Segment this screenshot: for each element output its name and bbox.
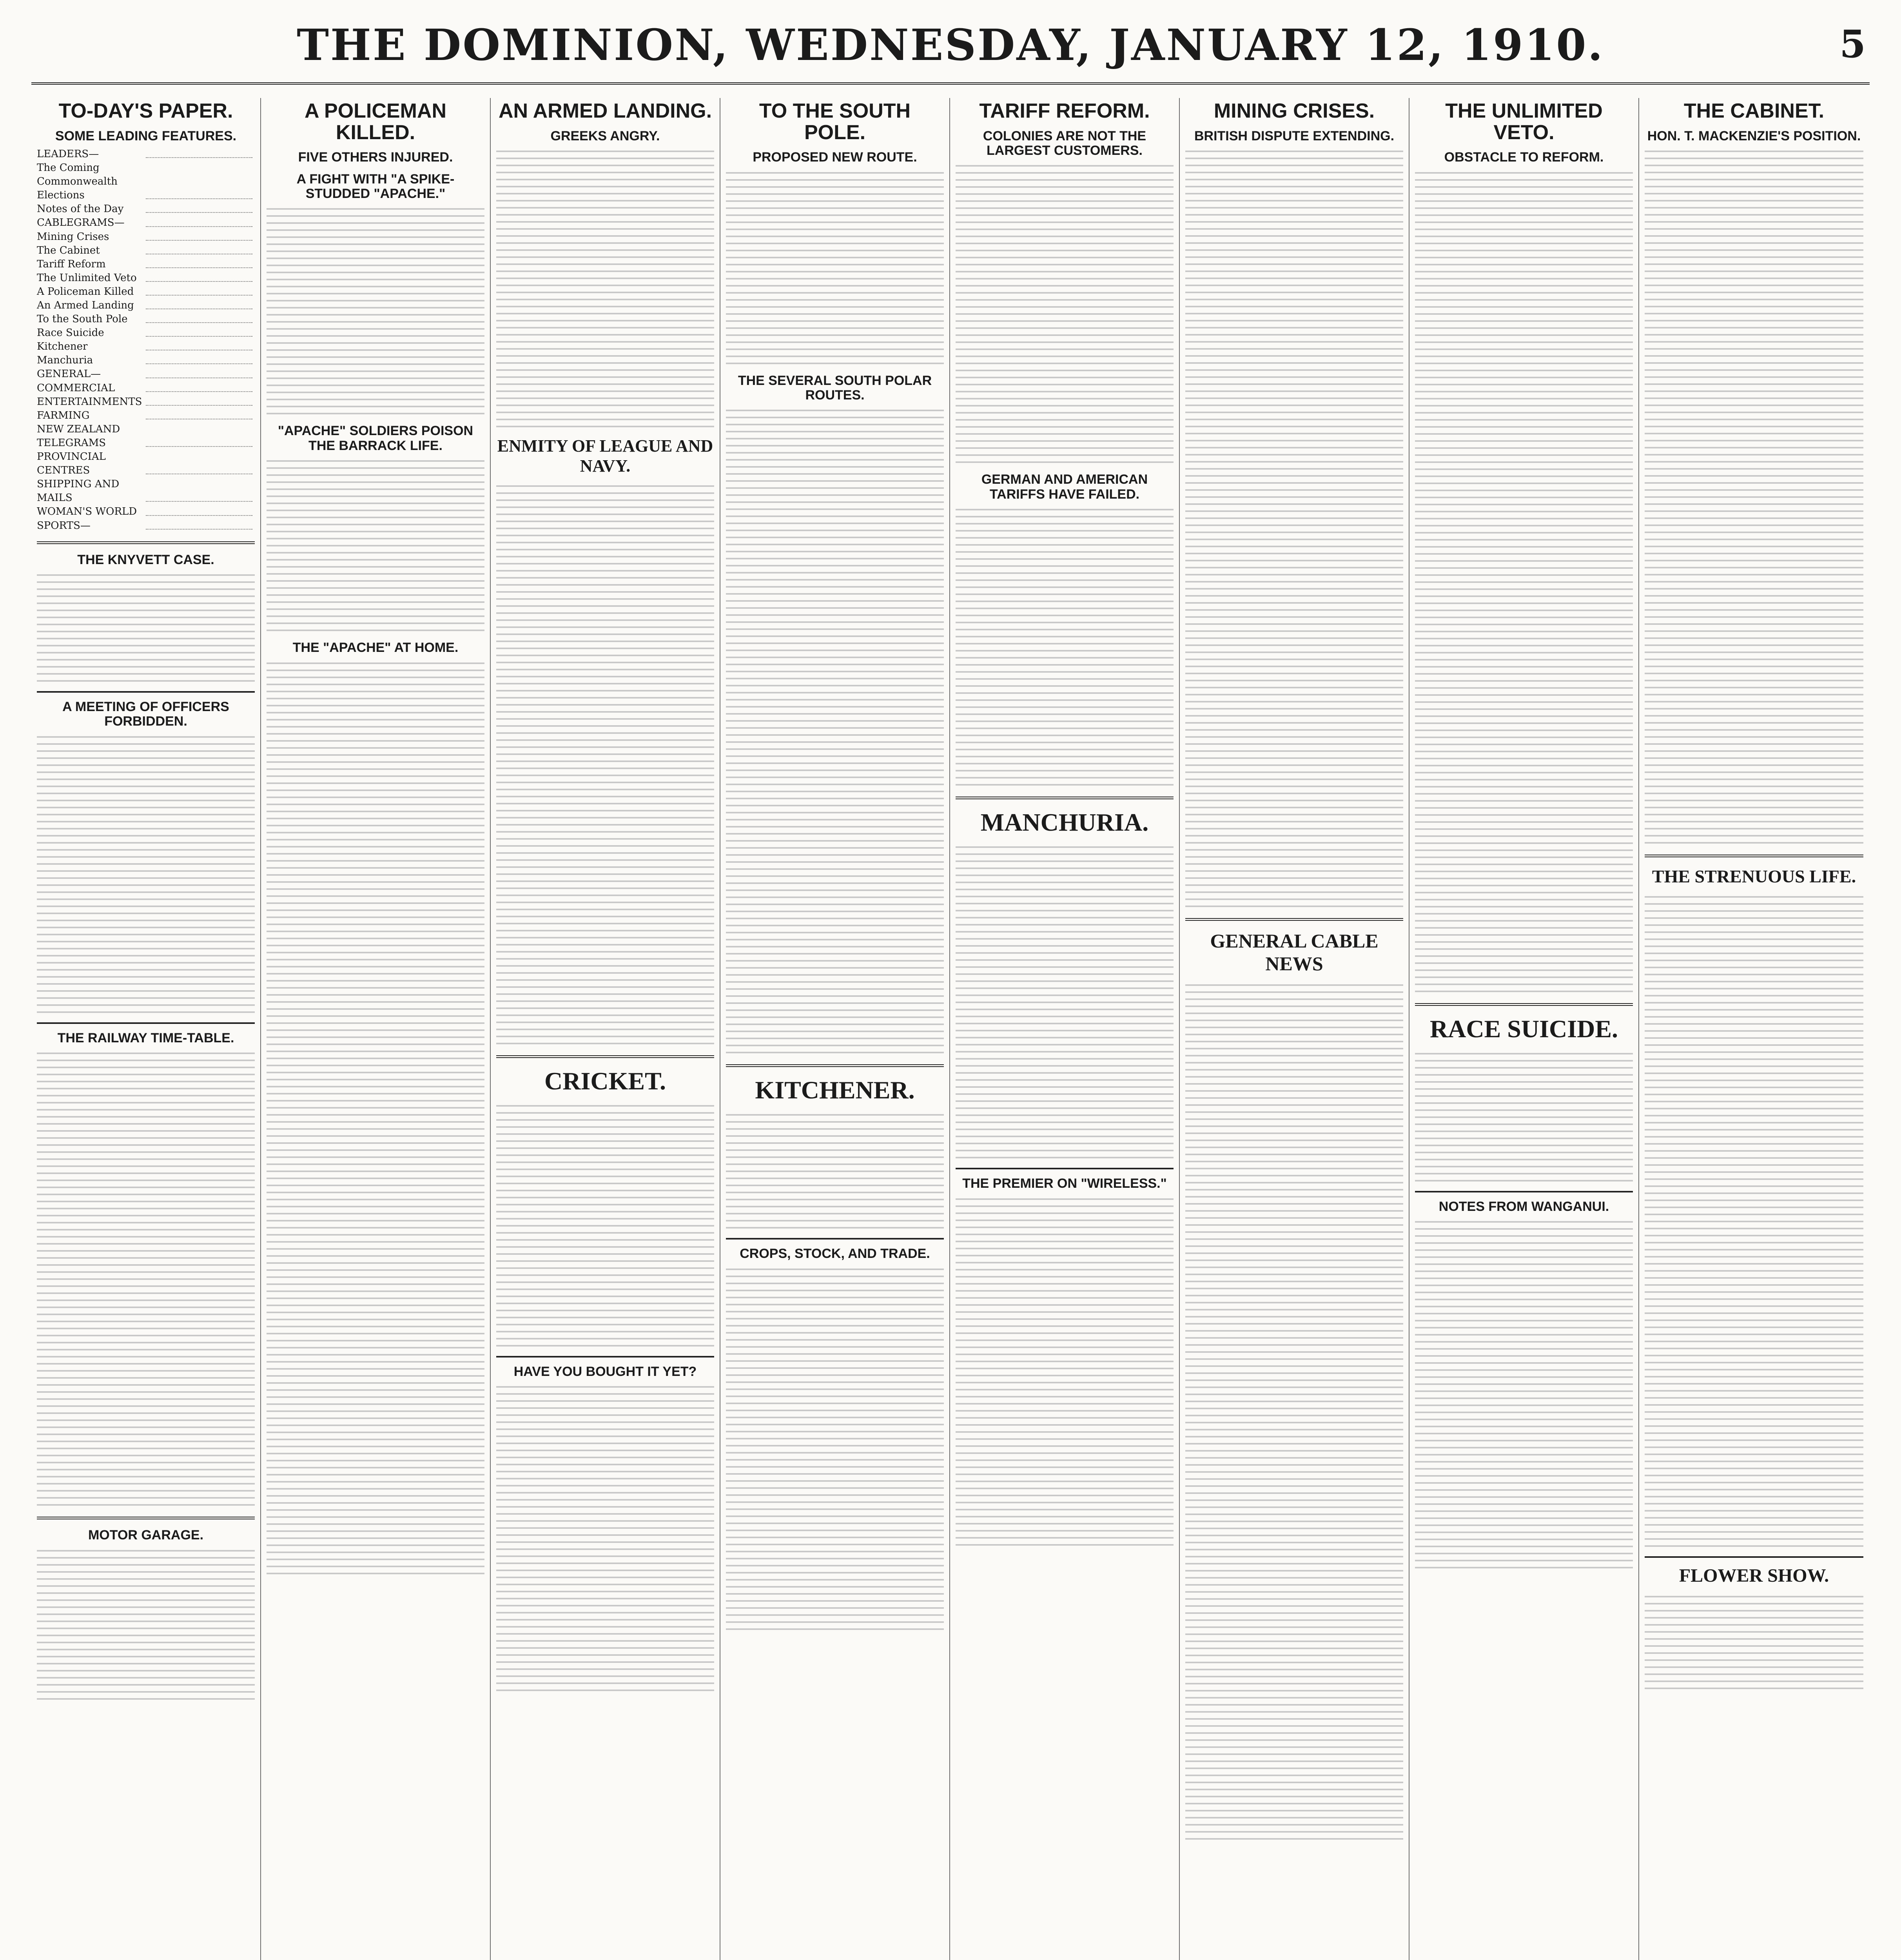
article-text-lines [1415, 1050, 1633, 1184]
column-1 [31, 98, 261, 1960]
divider [37, 1022, 255, 1024]
article-text-lines [267, 205, 484, 417]
index-item: The Coming Commonwealth Elections [37, 161, 255, 202]
headline-tariff-reform: TARIFF REFORM. [979, 100, 1150, 122]
headline-unlimited-veto: THE UNLIMITED VETO. [1445, 100, 1603, 144]
index-item: To the South Pole [37, 312, 255, 326]
index-item: NEW ZEALAND TELEGRAMS [37, 423, 255, 450]
index-item: An Armed Landing [37, 299, 255, 312]
columns [31, 98, 1870, 1960]
article-text-lines [496, 147, 714, 430]
headline-mining-crises: MINING CRISES. [1214, 100, 1375, 122]
column-8 [1639, 98, 1869, 1960]
article-text-lines [37, 733, 255, 1015]
index-item: SHIPPING AND MAILS [37, 477, 255, 505]
divider [1645, 1556, 1863, 1558]
subhead-knyvett-case: THE KNYVETT CASE. [77, 552, 214, 567]
index-list [37, 147, 255, 533]
index-item: GENERAL— [37, 367, 255, 381]
subhead: COLONIES ARE NOT THE LARGEST CUSTOMERS. [983, 128, 1146, 158]
subhead-motor-garage: MOTOR GARAGE. [88, 1528, 204, 1543]
index-item: PROVINCIAL CENTRES [37, 450, 255, 477]
divider [1645, 855, 1863, 857]
subhead-kitchener: KITCHENER. [755, 1076, 915, 1104]
article-text-lines [37, 571, 255, 684]
article-text-lines [1185, 147, 1403, 909]
masthead [31, 16, 1870, 85]
subhead: THE PREMIER ON "WIRELESS." [962, 1176, 1167, 1191]
index-item: SPORTS— [37, 519, 255, 533]
divider [956, 1168, 1174, 1169]
article-text-lines [267, 659, 484, 1577]
subhead: FIVE OTHERS INJURED. [298, 150, 453, 165]
subhead: CROPS, STOCK, AND TRADE. [740, 1246, 930, 1261]
headline-armed-landing: AN ARMED LANDING. [498, 100, 712, 122]
subhead: HAVE YOU BOUGHT IT YET? [513, 1364, 697, 1379]
column-7 [1409, 98, 1639, 1960]
index-item: COMMERCIAL [37, 381, 255, 395]
divider [37, 691, 255, 693]
subhead-features: SOME LEADING FEATURES. [55, 128, 237, 143]
article-text-lines [1645, 893, 1863, 1549]
index-item: CABLEGRAMS— [37, 216, 255, 230]
article-text-lines [726, 407, 944, 1056]
article-text-lines [496, 1102, 714, 1349]
article-text-lines [726, 1265, 944, 1632]
headline-the-cabinet: THE CABINET. [1683, 100, 1825, 122]
subhead: A FIGHT WITH "A SPIKE-STUDDED "APACHE." [296, 171, 455, 201]
article-text-lines [37, 1049, 255, 1508]
index-item: Notes of the Day [37, 202, 255, 216]
page-title: THE DOMINION, WEDNESDAY, JANUARY 12, 1910. [297, 20, 1604, 70]
headline-todays-paper: TO-DAY'S PAPER. [58, 100, 233, 122]
divider [1415, 1003, 1633, 1006]
article-text-lines [726, 1111, 944, 1231]
subhead-meeting-forbidden: A MEETING OF OFFICERS FORBIDDEN. [62, 699, 229, 729]
index-item: LEADERS— [37, 147, 255, 161]
subhead-railway-timetable: THE RAILWAY TIME-TABLE. [57, 1030, 234, 1045]
page-number: 5 [1839, 22, 1866, 66]
article-text-lines [1415, 169, 1633, 995]
index-item: Race Suicide [37, 326, 255, 340]
column-2 [261, 98, 491, 1960]
subhead: THE "APACHE" AT HOME. [292, 640, 459, 655]
index-item: ENTERTAINMENTS [37, 395, 255, 409]
index-item: Kitchener [37, 340, 255, 354]
article-text-lines [496, 482, 714, 1047]
divider [496, 1356, 714, 1357]
headline-south-pole: TO THE SOUTH POLE. [759, 100, 911, 144]
subhead: NOTES FROM WANGANUI. [1438, 1199, 1609, 1214]
subhead-strenuous-life: THE STRENUOUS LIFE. [1652, 866, 1856, 886]
subhead: HON. T. MACKENZIE'S POSITION. [1647, 128, 1861, 143]
subhead-flower-show: FLOWER SHOW. [1679, 1565, 1829, 1586]
headline-policeman-killed: A POLICEMAN KILLED. [304, 100, 447, 144]
divider [37, 1517, 255, 1519]
divider [726, 1064, 944, 1067]
article-text-lines [956, 506, 1174, 788]
article-text-lines [496, 1383, 714, 1693]
article-text-lines [1645, 1593, 1863, 1691]
divider [956, 797, 1174, 799]
divider [726, 1238, 944, 1240]
article-text-lines [726, 169, 944, 367]
column-6 [1180, 98, 1409, 1960]
article-text-lines [1185, 981, 1403, 1842]
divider [496, 1055, 714, 1058]
subhead: "APACHE" SOLDIERS POISON THE BARRACK LIFE. [278, 423, 473, 453]
index-item: The Unlimited Veto [37, 271, 255, 285]
index-item: Tariff Reform [37, 258, 255, 271]
index-item: A Policeman Killed [37, 285, 255, 299]
index-item: Manchuria [37, 354, 255, 367]
subhead-cricket: CRICKET. [544, 1067, 666, 1095]
index-item: WOMAN'S WORLD [37, 505, 255, 519]
article-text-lines [1645, 147, 1863, 846]
divider [1415, 1191, 1633, 1192]
subhead-general-cable-news: GENERAL CABLE NEWS [1210, 929, 1379, 975]
column-5 [950, 98, 1180, 1960]
subhead-race-suicide: RACE SUICIDE. [1429, 1014, 1618, 1043]
divider [37, 541, 255, 544]
column-4 [720, 98, 950, 1960]
divider [1185, 918, 1403, 921]
subhead: GERMAN AND AMERICAN TARIFFS HAVE FAILED. [981, 472, 1148, 502]
subhead: BRITISH DISPUTE EXTENDING. [1194, 128, 1395, 143]
subhead-large: ENMITY OF LEAGUE AND NAVY. [497, 436, 713, 475]
advertisement-text-lines [37, 1547, 255, 1702]
index-item: The Cabinet [37, 244, 255, 258]
article-text-lines [956, 1195, 1174, 1548]
subhead: OBSTACLE TO REFORM. [1444, 150, 1604, 165]
article-text-lines [956, 162, 1174, 465]
subhead: GREEKS ANGRY. [550, 128, 660, 143]
article-text-lines [267, 457, 484, 633]
index-item: Mining Crises [37, 230, 255, 244]
subhead: THE SEVERAL SOUTH POLAR ROUTES. [738, 373, 932, 403]
article-text-lines [1415, 1218, 1633, 1571]
subhead-manchuria: MANCHURIA. [980, 808, 1149, 837]
subhead: PROPOSED NEW ROUTE. [753, 150, 917, 165]
column-3 [491, 98, 720, 1960]
article-text-lines [956, 843, 1174, 1161]
index-item: FARMING [37, 409, 255, 423]
